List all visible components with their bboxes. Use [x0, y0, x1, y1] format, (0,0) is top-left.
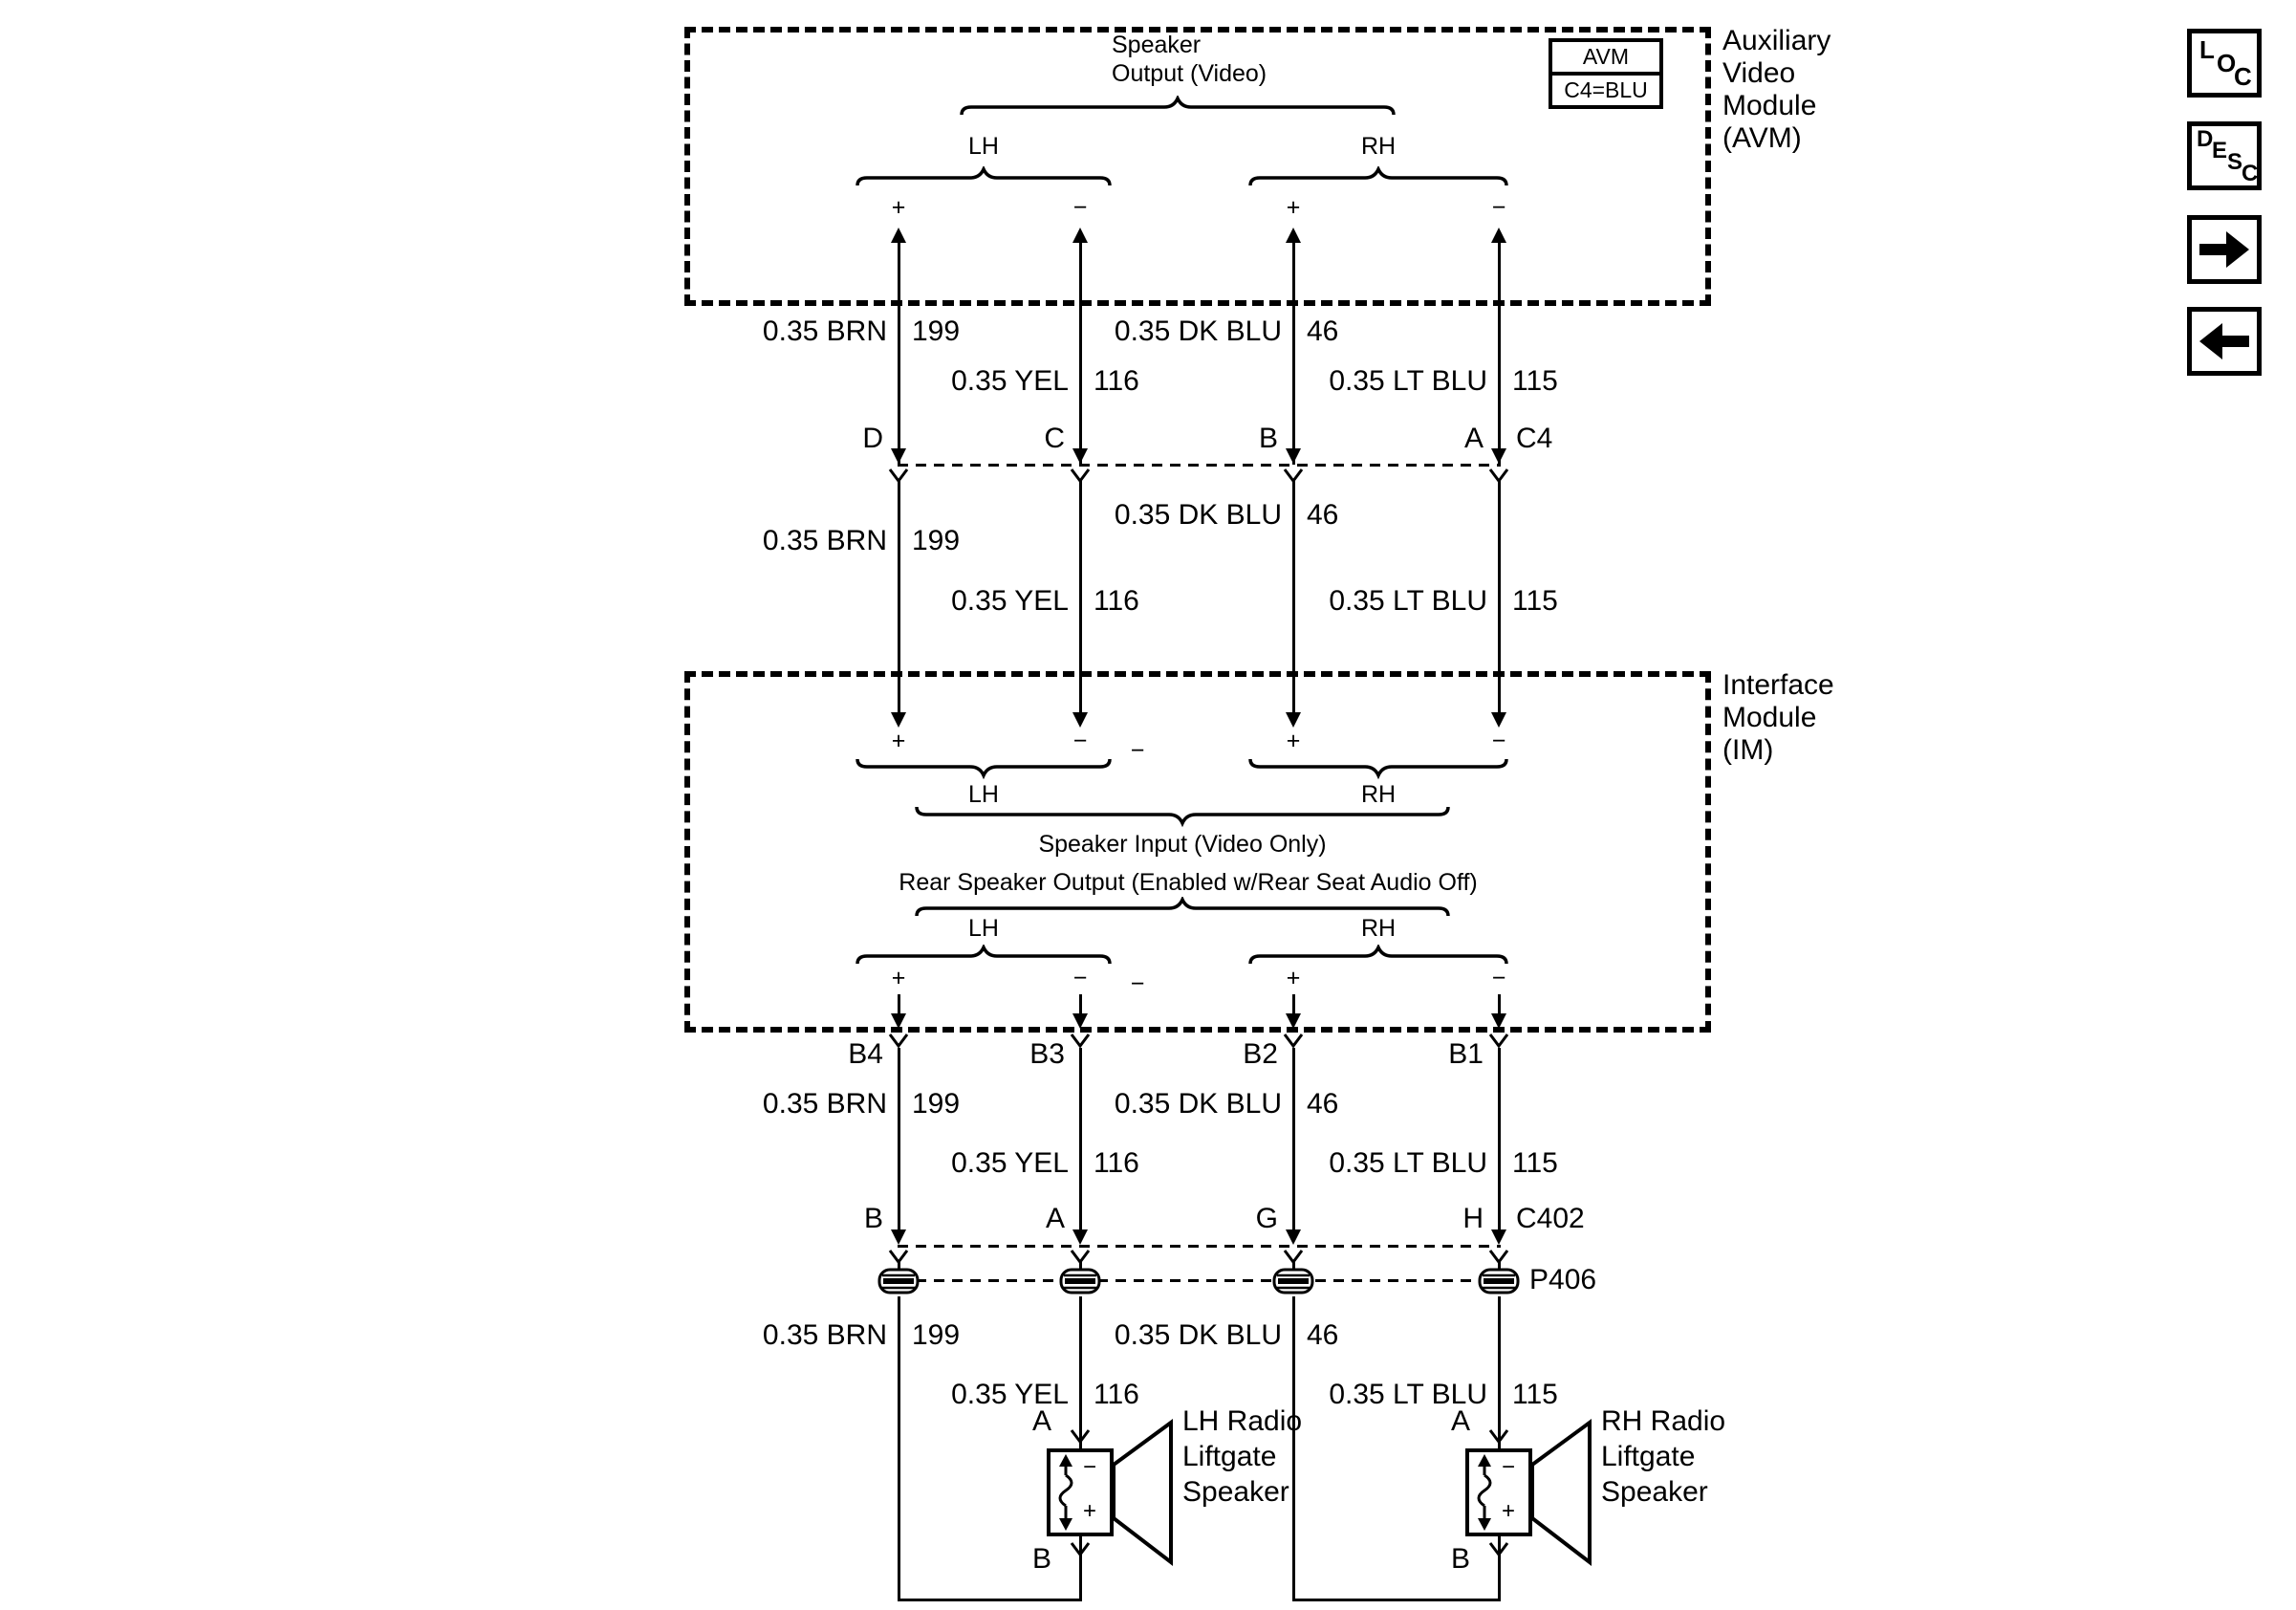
left-arrow-icon	[2192, 312, 2257, 371]
down-arrowhead	[1072, 1013, 1088, 1029]
circuit-number-label: 115	[1512, 365, 1558, 397]
wire-color-label: 0.35 DK BLU	[1114, 315, 1282, 347]
wire-yel-segment	[1079, 241, 1082, 465]
right-arrow-icon	[2192, 220, 2257, 279]
wire-yel-segment	[1079, 994, 1082, 1015]
im-rear-rh-label: RH	[1360, 915, 1397, 942]
desc-button[interactable]	[2187, 121, 2262, 190]
pass-through-grommet	[1476, 1266, 1522, 1296]
im-input-rh-brace	[1248, 759, 1508, 780]
im-rear-rh-brace	[1248, 945, 1508, 966]
wire-color-label: 0.35 BRN	[762, 315, 887, 347]
avm-title-line1: Auxiliary	[1722, 25, 1831, 56]
wire-color-label: 0.35 YEL	[951, 365, 1069, 397]
im-rear-extra-minus: −	[1130, 970, 1145, 997]
im-speaker-input-label: Speaker Input (Video Only)	[1038, 831, 1327, 858]
circuit-number-label: 115	[1512, 585, 1558, 617]
avm-tag-connector-note: C4=BLU	[1564, 77, 1648, 102]
circuit-number-label: 116	[1094, 365, 1139, 397]
wire-color-label: 0.35 YEL	[951, 1147, 1069, 1179]
connector-name-label: C4	[1516, 423, 1553, 454]
wire-brn-segment	[898, 241, 900, 465]
wire-color-label: 0.35 DK BLU	[1114, 1088, 1282, 1120]
pass-through-grommet	[876, 1266, 921, 1296]
c402-connector-line	[898, 1245, 1501, 1248]
avm-lh-label: LH	[968, 133, 999, 160]
loc-letter: O	[2217, 49, 2237, 77]
down-arrowhead	[1286, 1013, 1301, 1029]
wire-ltblu-segment	[1498, 994, 1501, 1015]
speaker-coil	[1054, 1454, 1077, 1531]
im-input-rh-minus: −	[1491, 728, 1506, 754]
loc-letter: L	[2199, 35, 2215, 64]
speaker-label-line1: LH Radio	[1182, 1405, 1303, 1437]
avm-lh-minus: −	[1072, 194, 1088, 221]
avm-lh-brace	[856, 166, 1112, 187]
pass-through-grommet	[1057, 1266, 1103, 1296]
connector-name-label: C402	[1516, 1203, 1585, 1234]
circuit-number-label: 115	[1512, 1379, 1558, 1410]
pin-label: A	[1450, 1405, 1470, 1437]
wire-dkblu-segment	[1292, 1048, 1295, 1231]
avm-tag-box	[1549, 38, 1663, 109]
pin-label: B	[1031, 1543, 1051, 1575]
desc-letter: C	[2242, 161, 2259, 186]
wire-brn-return-segment	[898, 1599, 1082, 1601]
im-rear-lh-label: LH	[968, 915, 999, 942]
pin-label: B3	[1029, 1038, 1065, 1070]
terminal-chevron	[1487, 1541, 1510, 1556]
im-title-line2: Module	[1722, 702, 1817, 733]
circuit-number-label: 199	[912, 525, 961, 556]
circuit-number-label: 46	[1307, 499, 1339, 531]
connector-name-label: P406	[1529, 1264, 1597, 1295]
circuit-number-label: 116	[1094, 585, 1139, 617]
back-button[interactable]	[2187, 307, 2262, 376]
im-input-lh-label: LH	[968, 781, 999, 808]
down-arrowhead	[1491, 1229, 1506, 1245]
avm-rh-brace	[1248, 166, 1508, 187]
avm-rh-plus: +	[1286, 194, 1301, 221]
forward-button[interactable]	[2187, 215, 2262, 284]
speaker-plus: +	[1083, 1498, 1097, 1524]
pin-label: A	[1463, 423, 1484, 454]
pin-label: B4	[848, 1038, 883, 1070]
avm-output-label-line1: Speaker	[1112, 32, 1202, 58]
im-rear-rh-plus: +	[1286, 965, 1301, 991]
down-arrowhead	[891, 1013, 906, 1029]
pin-label: C	[1044, 423, 1065, 454]
pin-label: H	[1462, 1203, 1484, 1234]
loc-letter: C	[2234, 62, 2252, 91]
im-input-rh-plus: +	[1286, 728, 1301, 754]
wire-color-label: 0.35 YEL	[951, 1379, 1069, 1410]
speaker-label-line3: Speaker	[1182, 1476, 1289, 1508]
im-input-lh-plus: +	[891, 728, 906, 754]
terminal-chevron	[1069, 1541, 1092, 1556]
wire-color-label: 0.35 LT BLU	[1329, 585, 1487, 617]
im-rear-output-label: Rear Speaker Output (Enabled w/Rear Seat Audio Off)	[899, 869, 1478, 896]
pin-label: G	[1255, 1203, 1278, 1234]
im-rear-lh-minus: −	[1072, 965, 1088, 991]
wire-dkblu-segment	[1292, 241, 1295, 465]
speaker-minus: −	[1083, 1454, 1097, 1480]
avm-lh-plus: +	[891, 194, 906, 221]
im-title-line1: Interface	[1722, 669, 1834, 701]
wire-brn-segment	[898, 994, 900, 1015]
circuit-number-label: 199	[912, 1319, 961, 1351]
down-arrowhead	[1491, 1013, 1506, 1029]
avm-output-brace	[960, 96, 1396, 117]
p406-connector-line	[898, 1279, 1501, 1282]
avm-output-label-line2: Output (Video)	[1112, 60, 1267, 87]
circuit-number-label: 46	[1307, 315, 1339, 347]
wire-color-label: 0.35 BRN	[762, 525, 887, 556]
avm-title-line3: Module	[1722, 90, 1817, 121]
down-arrowhead	[1286, 1229, 1301, 1245]
speaker-label-line2: Liftgate	[1601, 1441, 1696, 1472]
wire-color-label: 0.35 BRN	[762, 1319, 887, 1351]
im-rear-rh-minus: −	[1491, 965, 1506, 991]
speaker-minus: −	[1502, 1454, 1516, 1480]
avm-title-line2: Video	[1722, 57, 1796, 89]
down-arrowhead	[891, 1229, 906, 1245]
wire-dkblu-return-segment	[1292, 1599, 1501, 1601]
down-arrowhead	[891, 448, 906, 464]
pass-through-grommet	[1270, 1266, 1316, 1296]
pin-label: A	[1031, 1405, 1051, 1437]
circuit-number-label: 116	[1094, 1379, 1139, 1410]
circuit-number-label: 46	[1307, 1319, 1339, 1351]
circuit-number-label: 116	[1094, 1147, 1139, 1179]
down-arrowhead	[1286, 448, 1301, 464]
circuit-number-label: 46	[1307, 1088, 1339, 1120]
wire-yel-segment	[1079, 1048, 1082, 1231]
down-arrowhead	[1072, 1229, 1088, 1245]
wire-ltblu-segment	[1498, 1048, 1501, 1231]
speaker-label-line2: Liftgate	[1182, 1441, 1277, 1472]
terminal-chevron	[1282, 1033, 1305, 1048]
speaker-coil	[1473, 1454, 1496, 1531]
pin-label: B1	[1448, 1038, 1484, 1070]
speaker-label-line3: Speaker	[1601, 1476, 1708, 1508]
avm-tag-label: AVM	[1552, 42, 1659, 76]
terminal-chevron	[1487, 1428, 1510, 1444]
terminal-chevron	[1487, 1033, 1510, 1048]
desc-letter: E	[2212, 138, 2228, 163]
down-arrowhead	[1072, 448, 1088, 464]
im-input-lh-minus: −	[1072, 728, 1088, 754]
im-input-lh-brace	[856, 759, 1112, 780]
wire-ltblu-segment	[1498, 241, 1501, 465]
wire-color-label: 0.35 DK BLU	[1114, 499, 1282, 531]
pin-label: A	[1045, 1203, 1065, 1234]
wire-color-label: 0.35 LT BLU	[1329, 1379, 1487, 1410]
down-arrowhead	[1491, 448, 1506, 464]
wire-dkblu-segment	[1292, 1296, 1295, 1601]
im-input-rh-label: RH	[1360, 781, 1397, 808]
avm-rh-label: RH	[1360, 133, 1397, 160]
speaker-label-line1: RH Radio	[1601, 1405, 1726, 1437]
pin-label: B	[1258, 423, 1278, 454]
wire-dkblu-segment	[1292, 994, 1295, 1015]
pin-label: B	[863, 1203, 883, 1234]
im-rear-lh-brace	[856, 945, 1112, 966]
c4-connector-line	[898, 464, 1501, 467]
terminal-chevron	[1069, 1033, 1092, 1048]
pin-label: D	[862, 423, 883, 454]
loc-button[interactable]	[2187, 29, 2262, 98]
avm-title-line4: (AVM)	[1722, 122, 1802, 154]
wire-brn-segment	[898, 1048, 900, 1231]
terminal-chevron	[887, 1033, 910, 1048]
speaker-horn	[1530, 1417, 1593, 1568]
wire-color-label: 0.35 YEL	[951, 585, 1069, 617]
circuit-number-label: 199	[912, 315, 961, 347]
circuit-number-label: 199	[912, 1088, 961, 1120]
im-input-group-brace	[915, 807, 1450, 828]
speaker-plus: +	[1502, 1498, 1516, 1524]
desc-letter: D	[2197, 126, 2214, 152]
desc-letter: S	[2227, 149, 2243, 175]
speaker-horn	[1112, 1417, 1175, 1568]
im-title-line3: (IM)	[1722, 734, 1774, 766]
wire-color-label: 0.35 DK BLU	[1114, 1319, 1282, 1351]
pin-label: B2	[1243, 1038, 1278, 1070]
im-input-extra-minus: −	[1130, 737, 1145, 764]
im-rear-lh-plus: +	[891, 965, 906, 991]
wire-color-label: 0.35 BRN	[762, 1088, 887, 1120]
wire-color-label: 0.35 LT BLU	[1329, 1147, 1487, 1179]
pin-label: B	[1450, 1543, 1470, 1575]
circuit-number-label: 115	[1512, 1147, 1558, 1179]
wire-brn-segment	[898, 1296, 900, 1601]
terminal-chevron	[1069, 1428, 1092, 1444]
wire-color-label: 0.35 LT BLU	[1329, 365, 1487, 397]
avm-rh-minus: −	[1491, 194, 1506, 221]
